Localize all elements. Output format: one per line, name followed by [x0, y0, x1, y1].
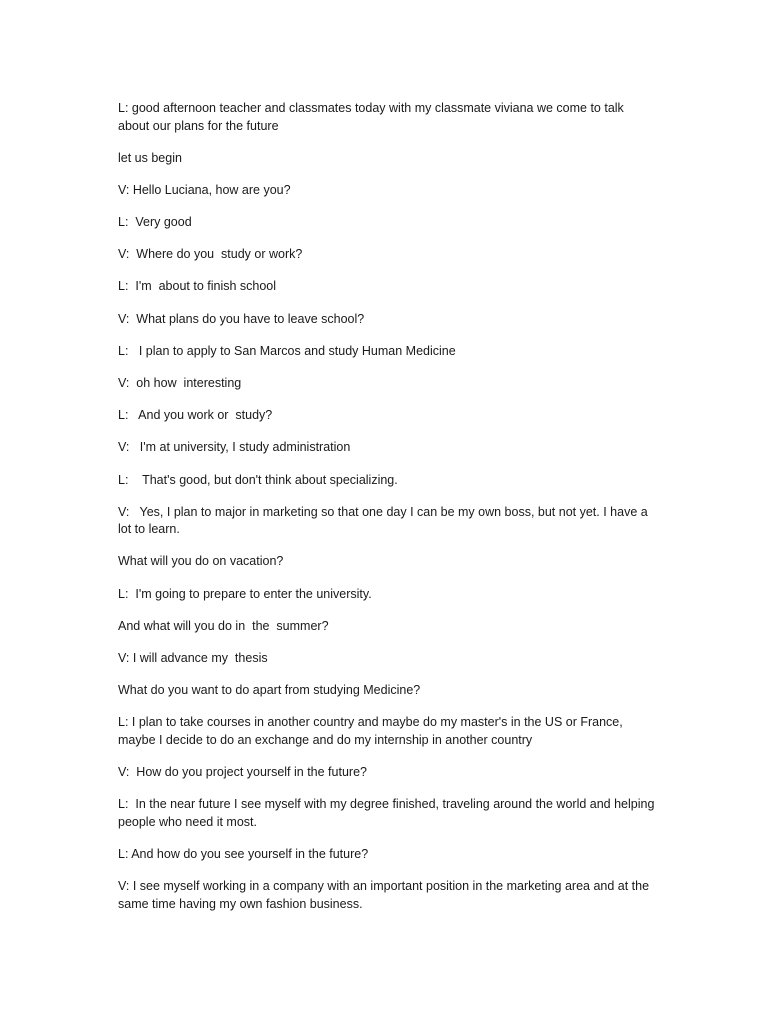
document-page: [118, 100, 658, 928]
dialogue-paragraph: L: In the near future I see myself with my degree finished, traveling around the world and helping people who need it most.: [118, 797, 658, 829]
dialogue-paragraph: L: And you work or study?: [118, 408, 273, 423]
dialogue-paragraph: L: That's good, but don't think about specializing.: [118, 472, 398, 487]
dialogue-paragraph: V: How do you project yourself in the future?: [118, 765, 367, 780]
dialogue-paragraph: L: I'm going to prepare to enter the university.: [118, 586, 372, 601]
dialogue-paragraph: What will you do on vacation?: [118, 554, 284, 569]
dialogue-paragraph: L: Very good: [118, 215, 192, 230]
dialogue-paragraph: L: good afternoon teacher and classmates today with my classmate viviana we come to talk about our plans for the future: [118, 101, 628, 133]
dialogue-paragraph: L: I'm about to finish school: [118, 279, 277, 294]
dialogue-paragraph: V: Yes, I plan to major in marketing so that one day I can be my own boss, but not yet. I have a lot to learn.: [118, 504, 652, 537]
dialogue-paragraph: L: I plan to take courses in another country and maybe do my master's in the US or France, maybe I decide to do an exchange and do my internship in another country: [118, 715, 627, 747]
dialogue-paragraph: V: I see myself working in a company with an important position in the marketing area and at the same time having my own fashion business.: [118, 879, 653, 911]
dialogue-paragraph: V: What plans do you have to leave school?: [118, 311, 365, 326]
dialogue-paragraph: V: oh how interesting: [118, 376, 242, 390]
dialogue-paragraph: L: I plan to apply to San Marcos and study Human Medicine: [118, 343, 456, 358]
dialogue-paragraph: V: Where do you study or work?: [118, 247, 303, 262]
dialogue-paragraph: V: I'm at university, I study administration: [118, 440, 351, 455]
dialogue-paragraph: What do you want to do apart from studying Medicine?: [118, 683, 421, 698]
dialogue-paragraph: V: Hello Luciana, how are you?: [118, 182, 291, 197]
dialogue-paragraph: And what will you do in the summer?: [118, 618, 329, 633]
dialogue-paragraph: let us begin: [118, 150, 182, 165]
dialogue-paragraph: L: And how do you see yourself in the future?: [118, 846, 369, 861]
dialogue-paragraph: V: I will advance my thesis: [118, 651, 268, 665]
